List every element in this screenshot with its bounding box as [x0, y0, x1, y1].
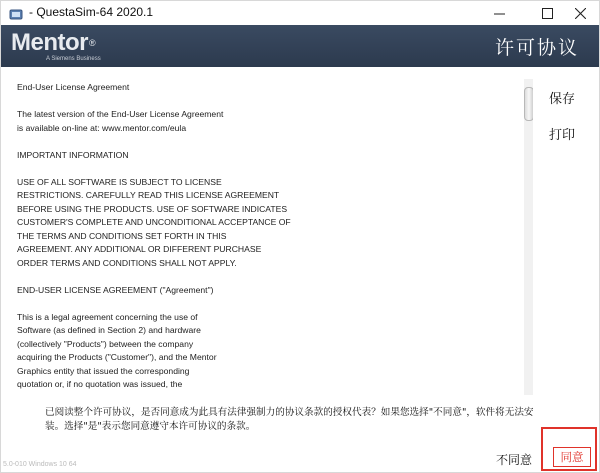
app-icon: [9, 6, 23, 19]
mentor-logo: [11, 30, 95, 56]
save-button[interactable]: 保存: [549, 92, 576, 107]
license-paragraph: End-User License Agreement: [17, 82, 130, 92]
logo-text: Mentor: [11, 29, 88, 56]
disagree-button[interactable]: 不同意: [496, 453, 533, 467]
window-title: - QuestaSim-64 2020.1: [29, 5, 154, 19]
scrollbar-thumb[interactable]: [524, 87, 533, 121]
license-text-area[interactable]: [9, 75, 533, 397]
header-banner: [1, 25, 599, 67]
minimize-button[interactable]: [479, 1, 519, 25]
page-title: 许可协议: [494, 37, 579, 59]
title-bar[interactable]: [1, 1, 599, 25]
license-paragraph: IMPORTANT INFORMATION: [17, 149, 129, 160]
license-content: [17, 81, 512, 397]
license-paragraph: This is a legal agreement concerning the use of Software (as defined in Section 2) and hardware (collectively "Products") between the company acquiring the Products ("Customer"), and the Mentor Graphics entity that issued the corresponding quotation or, if no quotation was issued, the: [17, 311, 217, 389]
license-scrollbar[interactable]: [524, 79, 533, 395]
version-label: 5.0-010 Windows 10 64: [3, 461, 77, 468]
agree-button[interactable]: 同意: [553, 447, 591, 467]
print-button[interactable]: 打印: [549, 128, 576, 143]
license-paragraph: USE OF ALL SOFTWARE IS SUBJECT TO LICENSE RESTRICTIONS. CAREFULLY READ THIS LICENSE AGREEMENT BEFORE USING THE PRODUCTS. USE OF SOFTWARE INDICATES CUSTOMER'S COMPLETE AND UNCONDITIONAL ACCEPTANCE OF THE TERMS AND CONDITIONS SET FORTH IN THIS AGREEMENT. ANY ADDITIONAL OR DIFFERENT PURCHASE ORDER TERMS AND CONDITIONS SHALL NOT APPLY.: [17, 176, 291, 268]
license-paragraph: END-USER LICENSE AGREEMENT ("Agreement"): [17, 284, 214, 295]
license-paragraph: The latest version of the End-User License Agreement is available on-line at: www.mentor.com/eula: [17, 109, 224, 133]
close-icon: [575, 8, 586, 19]
registered-mark-icon: ®: [89, 38, 96, 48]
agreement-prompt: 已阅读整个许可协议，是否同意成为此具有法律强制力的协议条款的授权代表？如果您选择"不同意"，软件将无法安装。选择"是"表示您同意遵守本许可协议的条款。: [45, 407, 534, 432]
minimize-icon: [494, 8, 505, 19]
close-button[interactable]: [560, 1, 600, 25]
maximize-icon: [542, 8, 553, 19]
logo-subtitle: A Siemens Business: [46, 56, 101, 62]
